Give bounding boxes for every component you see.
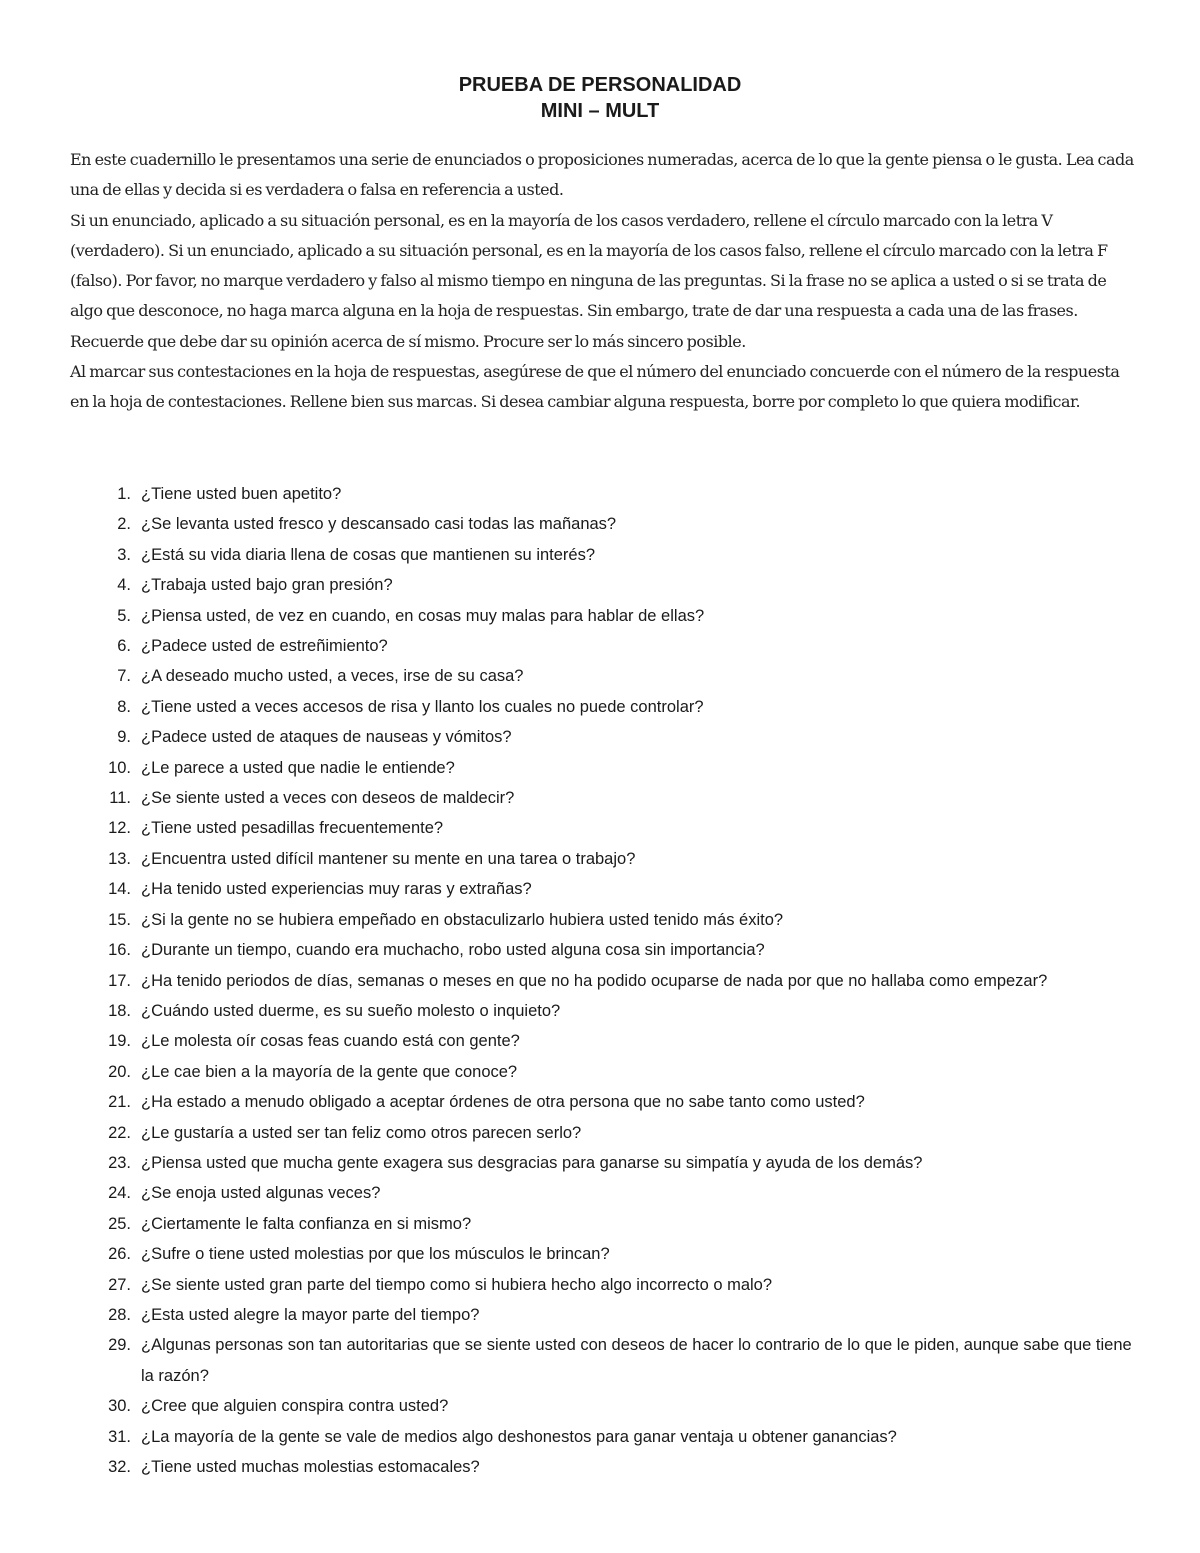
question-list — [0, 479, 1200, 1482]
question-text: ¿Cuándo usted duerme, es su sueño molesto o inquieto? — [141, 1001, 561, 1020]
question-item — [0, 1452, 1200, 1482]
question-item — [0, 692, 1200, 722]
question-item — [0, 1118, 1200, 1148]
question-number: 23. — [108, 1153, 131, 1172]
question-number: 15. — [108, 910, 131, 929]
question-item — [0, 813, 1200, 843]
question-number: 16. — [108, 941, 131, 960]
question-number: 25. — [108, 1214, 131, 1233]
question-number: 28. — [108, 1305, 131, 1324]
instructions — [70, 145, 1134, 418]
question-item — [0, 570, 1200, 600]
question-item — [0, 661, 1200, 691]
question-number: 2. — [117, 515, 131, 534]
question-text: ¿Se siente usted gran parte del tiempo como si hubiera hecho algo incorrecto o malo? — [141, 1275, 773, 1294]
question-text: ¿Padece usted de ataques de nauseas y vómitos? — [141, 728, 512, 747]
question-text: ¿Piensa usted, de vez en cuando, en cosas muy malas para hablar de ellas? — [141, 606, 705, 625]
question-text: ¿Le cae bien a la mayoría de la gente que conoce? — [141, 1062, 518, 1081]
question-text: ¿Ha tenido periodos de días, semanas o meses en que no ha podido ocuparse de nada por que no hallaba como empezar? — [141, 971, 1048, 990]
question-number: 4. — [117, 576, 131, 595]
question-text: ¿Durante un tiempo, cuando era muchacho, robo usted alguna cosa sin importancia? — [141, 941, 765, 960]
question-number: 5. — [117, 606, 131, 625]
question-text: ¿Le molesta oír cosas feas cuando está con gente? — [141, 1032, 520, 1051]
intro-paragraph: Recuerde que debe dar su opinión acerca de sí mismo. Procure ser lo más sincero posible. — [70, 331, 746, 351]
question-number: 30. — [108, 1397, 131, 1416]
question-number: 26. — [108, 1245, 131, 1264]
intro-paragraph: Si un enunciado, aplicado a su situación personal, es en la mayoría de los casos verdadero, rellene el círculo marcado con la letra V (verdadero). Si un enunciado, aplicado a su situación personal, es en la mayoría de los casos falso, rellene el círculo marcado con la letra F (falso). Por favor, no marque verdadero y falso al mismo tiempo en ninguna de las preguntas. Si la frase no se aplica a usted o si se trata de algo que desconoce, no haga marca alguna en la hoja de respuestas. Sin embargo, trate de dar una respuesta a cada una de las frases. — [70, 210, 1108, 321]
question-number: 31. — [108, 1427, 131, 1446]
question-item — [0, 1239, 1200, 1269]
question-number: 29. — [108, 1336, 131, 1355]
question-item — [0, 905, 1200, 935]
question-item — [0, 1087, 1200, 1117]
question-item — [0, 631, 1200, 661]
question-number: 11. — [109, 789, 131, 808]
question-number: 12. — [108, 819, 131, 838]
question-text: ¿Piensa usted que mucha gente exagera sus desgracias para ganarse su simpatía y ayuda de los demás? — [141, 1153, 923, 1172]
question-item — [0, 996, 1200, 1026]
question-text: ¿Sufre o tiene usted molestias por que los músculos le brincan? — [141, 1245, 610, 1264]
question-item — [0, 966, 1200, 996]
question-text: ¿Se levanta usted fresco y descansado casi todas las mañanas? — [141, 515, 617, 534]
intro-paragraph: Al marcar sus contestaciones en la hoja de respuestas, asegúrese de que el número del enunciado concuerde con el número de la respuesta en la hoja de contestaciones. Rellene bien sus marcas. Si desea cambiar alguna respuesta, borre por completo lo que quiera modificar. — [70, 362, 1120, 412]
question-number: 7. — [117, 667, 131, 686]
question-text: ¿Encuentra usted difícil mantener su mente en una tarea o trabajo? — [141, 849, 636, 868]
intro-paragraph: En este cuadernillo le presentamos una serie de enunciados o proposiciones numeradas, acerca de lo que la gente piensa o le gusta. Lea cada una de ellas y decida si es verdadera o falsa en referencia a usted. — [70, 150, 1134, 200]
question-item — [0, 1422, 1200, 1452]
question-number: 8. — [117, 697, 131, 716]
question-text: ¿La mayoría de la gente se vale de medios algo deshonestos para ganar ventaja u obtener ganancias? — [141, 1427, 897, 1446]
question-text: ¿Le gustaría a usted ser tan feliz como otros parecen serlo? — [141, 1123, 582, 1142]
question-text: ¿Tiene usted muchas molestias estomacales? — [141, 1458, 480, 1476]
question-text: ¿Se siente usted a veces con deseos de maldecir? — [141, 789, 515, 808]
question-text: ¿Se enoja usted algunas veces? — [141, 1184, 381, 1203]
question-text: ¿Padece usted de estreñimiento? — [141, 637, 388, 656]
question-item — [0, 509, 1200, 539]
question-item — [0, 1057, 1200, 1087]
question-item — [0, 1270, 1200, 1300]
question-number: 1. — [117, 485, 131, 503]
question-item — [0, 601, 1200, 631]
question-number: 6. — [117, 637, 131, 656]
question-item — [0, 1330, 1200, 1391]
title-line-2: MINI – MULT — [540, 100, 660, 122]
page-title — [0, 72, 1200, 124]
question-number: 32. — [108, 1458, 131, 1476]
question-item — [0, 935, 1200, 965]
question-item — [0, 1209, 1200, 1239]
question-text: ¿Tiene usted a veces accesos de risa y llanto los cuales no puede controlar? — [141, 697, 704, 716]
question-item — [0, 844, 1200, 874]
question-number: 20. — [108, 1062, 131, 1081]
question-number: 18. — [108, 1001, 131, 1020]
question-text: ¿Le parece a usted que nadie le entiende? — [141, 758, 455, 777]
question-item — [0, 1300, 1200, 1330]
question-number: 19. — [108, 1032, 131, 1051]
question-number: 27. — [108, 1275, 131, 1294]
question-text: ¿Tiene usted buen apetito? — [141, 485, 342, 503]
question-text: ¿Ha estado a menudo obligado a aceptar órdenes de otra persona que no sabe tanto como usted? — [141, 1093, 865, 1112]
question-item — [0, 753, 1200, 783]
question-number: 17. — [108, 971, 131, 990]
question-text: ¿Cree que alguien conspira contra usted? — [141, 1397, 449, 1416]
question-item — [0, 479, 1200, 509]
question-text: ¿Está su vida diaria llena de cosas que mantienen su interés? — [141, 545, 596, 564]
question-text: ¿A deseado mucho usted, a veces, irse de su casa? — [141, 667, 524, 686]
question-item — [0, 874, 1200, 904]
question-text: ¿Ciertamente le falta confianza en si mismo? — [141, 1214, 472, 1233]
question-item — [0, 783, 1200, 813]
question-number: 14. — [108, 880, 131, 899]
question-item — [0, 1148, 1200, 1178]
question-number: 24. — [108, 1184, 131, 1203]
question-number: 10. — [108, 758, 131, 777]
question-text: ¿Trabaja usted bajo gran presión? — [141, 576, 393, 595]
question-number: 3. — [117, 545, 131, 564]
question-item — [0, 722, 1200, 752]
question-text: ¿Ha tenido usted experiencias muy raras y extrañas? — [141, 880, 532, 899]
question-number: 21. — [108, 1093, 131, 1112]
question-text: ¿Si la gente no se hubiera empeñado en obstaculizarlo hubiera usted tenido más éxito? — [141, 910, 784, 929]
question-text: ¿Tiene usted pesadillas frecuentemente? — [141, 819, 444, 838]
question-item — [0, 540, 1200, 570]
question-text: ¿Esta usted alegre la mayor parte del tiempo? — [141, 1305, 480, 1324]
question-number: 22. — [108, 1123, 131, 1142]
question-item — [0, 1391, 1200, 1421]
question-text: ¿Algunas personas son tan autoritarias que se siente usted con deseos de hacer lo contrario de lo que le piden, aunque sabe que tiene la razón? — [141, 1336, 1132, 1385]
title-line-1: PRUEBA DE PERSONALIDAD — [458, 74, 742, 96]
question-item — [0, 1026, 1200, 1056]
question-number: 9. — [117, 728, 131, 747]
question-item — [0, 1178, 1200, 1208]
question-number: 13. — [108, 849, 131, 868]
